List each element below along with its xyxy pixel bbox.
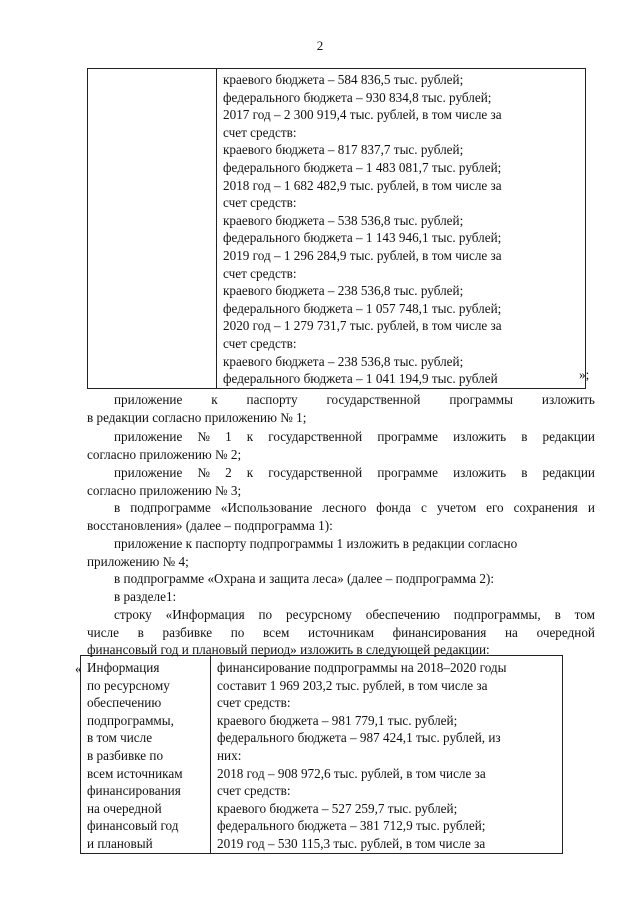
table2-right-cell — [211, 656, 563, 854]
word: и — [587, 500, 595, 515]
word: 2 — [225, 465, 232, 480]
word: приложение — [114, 392, 183, 407]
table2-right-line: краевого бюджета – 981 779,1 тыс. рублей; — [217, 712, 458, 728]
table1-line: 2017 год – 2 300 919,4 тыс. рублей, в том числе за — [223, 107, 502, 123]
resource-table-continued — [87, 68, 586, 389]
word: подпрограмме — [130, 500, 211, 515]
word: программе — [377, 429, 438, 444]
table2-left-cell — [81, 656, 211, 854]
page-number: 2 — [316, 38, 324, 53]
table2-left-line: по ресурсному — [87, 677, 170, 693]
paragraph-line: финансовый год и плановый период» изложить в следующей редакции: — [87, 642, 490, 658]
word: с — [421, 500, 427, 515]
table2-left-line: обеспечению — [87, 695, 162, 711]
table1-line: краевого бюджета – 817 837,7 тыс. рублей; — [223, 142, 464, 158]
paragraph-line — [87, 499, 595, 517]
word: всем — [263, 624, 290, 640]
word: «Использование — [220, 500, 313, 515]
table2-left-line: Информация — [87, 660, 160, 675]
closing-quote: »; — [579, 367, 590, 382]
word: государственной — [268, 465, 363, 480]
paragraph-appendix-1 — [87, 391, 595, 426]
table1-line: федерального бюджета – 1 143 946,1 тыс. рублей; — [223, 230, 502, 246]
table2-left-line: всем источникам — [87, 765, 183, 781]
paragraph-section-1 — [87, 588, 595, 606]
table1-line: счет средств: — [223, 195, 297, 211]
word: № — [197, 429, 210, 444]
table1-line: счет средств: — [223, 265, 297, 281]
table1-line: краевого бюджета – 538 536,8 тыс. рублей; — [223, 212, 464, 228]
word: учетом — [436, 500, 477, 515]
table1-line: 2020 год – 1 279 731,7 тыс. рублей, в том числе за — [223, 318, 502, 334]
table2-left-line: финансовый год — [87, 818, 179, 834]
table2-right-line: 2018 год – 908 972,6 тыс. рублей, в том числе за — [217, 765, 486, 781]
table2-left-line: и плановый — [87, 835, 153, 851]
table1-line: федерального бюджета – 1 483 081,7 тыс. рублей; — [223, 159, 502, 175]
paragraph-line: в редакции согласно приложению № 1; — [87, 409, 307, 425]
table2-left-line: на очередной — [87, 800, 162, 816]
word: государственной — [326, 392, 421, 407]
word: изложить — [541, 392, 595, 407]
word: на — [505, 624, 518, 640]
word: в — [137, 624, 144, 640]
word: по — [258, 607, 273, 622]
table1-line: 2018 год – 1 682 482,9 тыс. рублей, в том числе за — [223, 177, 502, 193]
table1-line: федерального бюджета – 1 041 194,9 тыс. рублей — [223, 371, 498, 387]
paragraph-subprogram-1 — [87, 499, 595, 534]
paragraph-line: приложение к паспорту подпрограммы 1 изложить в редакции согласно — [114, 536, 518, 551]
paragraph-line: в подпрограмме «Охрана и защита леса» (далее – подпрограмма 2): — [114, 571, 495, 586]
word: к — [211, 392, 218, 407]
opening-quote: « — [75, 661, 82, 676]
word: обеспечению — [365, 607, 440, 622]
word: программы — [449, 392, 513, 407]
paragraph-appendix-4 — [87, 535, 595, 570]
word: сохранения — [513, 500, 578, 515]
paragraph-line: согласно приложению № 2; — [87, 446, 242, 462]
table2-right-line: составит 1 969 203,2 тыс. рублей, в том числе за — [217, 677, 488, 693]
table2-left-line: в том числе — [87, 730, 153, 746]
paragraph-appendix-3 — [87, 464, 595, 499]
word: паспорту — [246, 392, 298, 407]
table2-left-line: подпрограммы, — [87, 712, 174, 728]
word: приложение — [114, 429, 183, 444]
word: программе — [377, 465, 438, 480]
word: 1 — [225, 429, 232, 444]
table2-left-line: в разбивке по — [87, 747, 164, 763]
table2-right-line: них: — [217, 747, 242, 763]
word: лесного — [322, 500, 367, 515]
paragraph-line: приложению № 4; — [87, 553, 189, 569]
paragraph-line: согласно приложению № 3; — [87, 482, 242, 498]
word: строку — [114, 607, 152, 622]
table1-right-cell — [217, 69, 586, 389]
word: по — [230, 624, 245, 640]
word: № — [197, 465, 210, 480]
paragraph-line — [87, 391, 595, 409]
table1-line: краевого бюджета – 238 536,8 тыс. рублей; — [223, 353, 464, 369]
resource-info-table — [80, 655, 563, 854]
table1-line: счет средств: — [223, 124, 297, 140]
word: источникам — [308, 624, 374, 640]
table1-left-cell — [88, 69, 217, 389]
word: том — [574, 607, 595, 622]
table2-right-line: финансирование подпрограммы на 2018–2020 годы — [217, 660, 507, 675]
word: государственной — [268, 429, 363, 444]
word: разбивке — [162, 624, 213, 640]
word: в — [521, 465, 528, 480]
paragraph-line: восстановления» (далее – подпрограмма 1): — [87, 517, 333, 533]
table2-right-line: счет средств: — [217, 783, 291, 799]
paragraph-line — [87, 624, 595, 642]
word: к — [246, 465, 254, 480]
word: ресурсному — [286, 607, 352, 622]
word: числе — [87, 624, 119, 640]
paragraph-line: в разделе1: — [114, 589, 177, 604]
word: очередной — [536, 624, 595, 640]
paragraph-line — [87, 464, 595, 482]
word: финансирования — [392, 624, 487, 640]
word: приложение — [114, 465, 183, 480]
table1-line: счет средств: — [223, 335, 297, 351]
table1-line: краевого бюджета – 584 836,5 тыс. рублей; — [223, 72, 464, 87]
word: редакции — [542, 429, 595, 444]
paragraph-appendix-2 — [87, 428, 595, 463]
table2-right-line: федерального бюджета – 987 424,1 тыс. рублей, из — [217, 730, 501, 746]
paragraph-line — [87, 606, 595, 624]
table1-line: краевого бюджета – 238 536,8 тыс. рублей; — [223, 283, 464, 299]
table2-right-line: 2019 год – 530 115,3 тыс. рублей, в том числе за — [217, 835, 486, 851]
paragraph-row-replace — [87, 606, 595, 659]
word: изложить — [453, 465, 507, 480]
table1-line: федерального бюджета – 1 057 748,1 тыс. рублей; — [223, 300, 502, 316]
table2-right-line: счет средств: — [217, 695, 291, 711]
word: его — [486, 500, 504, 515]
word: фонда — [376, 500, 412, 515]
paragraph-line — [87, 428, 595, 446]
table2-right-line: федерального бюджета – 381 712,9 тыс. рублей; — [217, 818, 486, 834]
word: редакции — [542, 465, 595, 480]
word: подпрограммы, — [453, 607, 541, 622]
word: в — [521, 429, 528, 444]
word: «Информация — [165, 607, 245, 622]
table1-line: 2019 год – 1 296 284,9 тыс. рублей, в том числе за — [223, 247, 502, 263]
word: изложить — [453, 429, 507, 444]
word: к — [246, 429, 254, 444]
table1-line: федерального бюджета – 930 834,8 тыс. рублей; — [223, 89, 492, 105]
table2-left-line: финансирования — [87, 783, 181, 799]
word: в — [114, 500, 121, 515]
word: в — [554, 607, 561, 622]
table2-right-line: краевого бюджета – 527 259,7 тыс. рублей; — [217, 800, 458, 816]
paragraph-subprogram-2 — [87, 570, 595, 588]
